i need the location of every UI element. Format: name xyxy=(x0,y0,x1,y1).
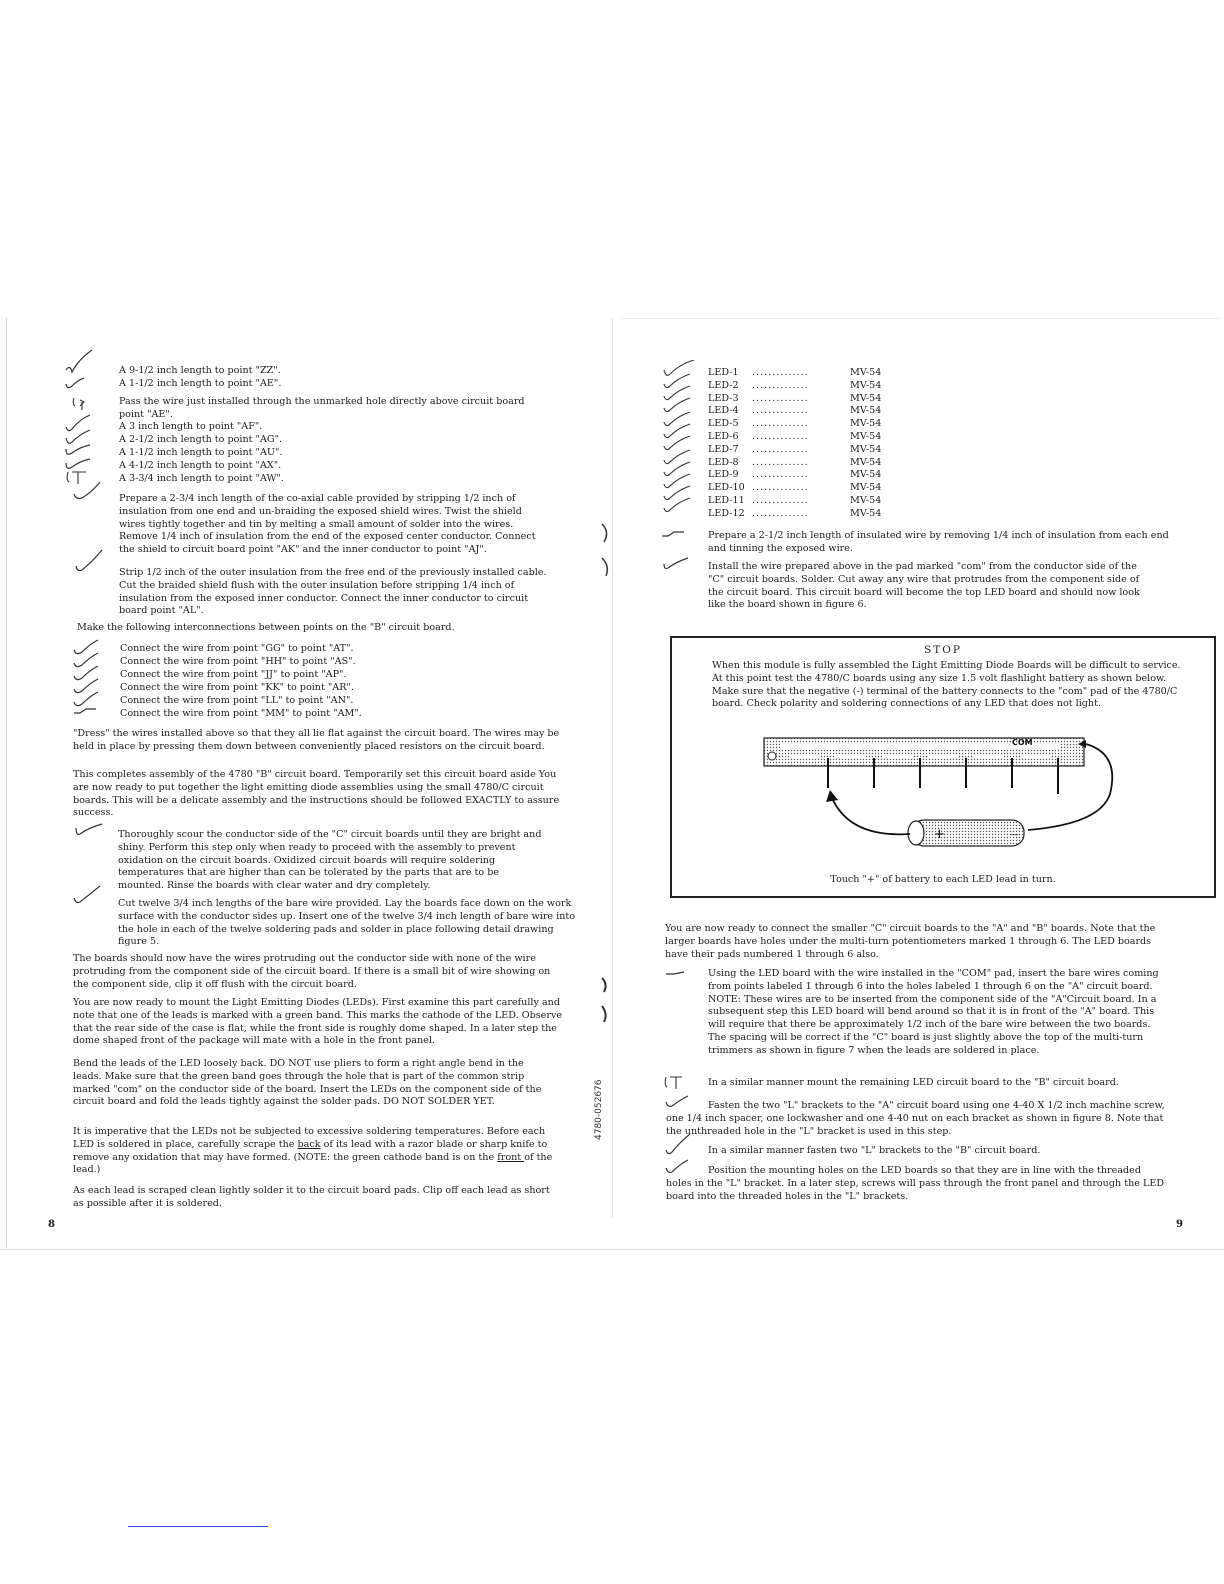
com-pad-label: COM xyxy=(1012,738,1033,747)
step-text: Cut twelve 3/4 inch lengths of the bare wire provided. Lay the boards face down on the work surface with the conductor sides up. Insert one of the twelve 3/4 inch length of bare wire into the hole in each of the twelve soldering pads and solder in place following detail drawing figure 5. xyxy=(118,898,576,948)
list-item: LED-3 .............. MV-54 xyxy=(708,392,882,404)
step-item xyxy=(119,460,559,473)
position-step xyxy=(666,1165,1166,1203)
step-text: In a similar manner fasten two "L" brackets to the "B" circuit board. xyxy=(708,1145,1041,1156)
step-text: Prepare a 2-1/2 inch length of insulated wire by removing 1/4 inch of insulation from each end and tinning the exposed wire. xyxy=(708,530,1169,554)
list-item: LED-12 .............. MV-54 xyxy=(708,507,882,519)
checkmark-icon xyxy=(660,526,690,552)
checkmark-icon xyxy=(72,884,102,910)
led-circuit-board xyxy=(764,738,1084,766)
step-text: A 9-1/2 inch length to point "ZZ". xyxy=(119,365,281,376)
checkmark-icon xyxy=(662,556,692,582)
step-text: A 4-1/2 inch length to point "AX". xyxy=(119,460,282,471)
underlined-word: back xyxy=(297,1138,321,1150)
document-code: 4780-052676 xyxy=(594,1079,604,1140)
list-item: LED-7 .............. MV-54 xyxy=(708,443,882,455)
checkmark-icon xyxy=(664,1134,694,1160)
checkmark-icon xyxy=(664,1094,694,1120)
step-text: Using the LED board with the wire installed in the "COM" pad, insert the bare wires coming from points labeled 1 through 6 into the holes labeled 1 through 6 on the "A" circuit board. NOTE: These wires are to be inserted from the component side of the "A"Circuit board. In a subsequent step this LED board will bend around so that it is in front of the "A" board. This will require that there be approximately 1/2 inch of the bare wire between the two boards. The spacing will be correct if the "C" board is just slightly above the top of the multi-turn trimmers as shown in figure 7 when the leads are soldered in place. xyxy=(708,968,1159,1056)
connection-text: Connect the wire from point "GG" to point "AT". xyxy=(120,643,354,654)
install-step xyxy=(708,561,1148,612)
step-text: Fasten the two "L" brackets to the "A" circuit board using one 4-40 X 1/2 inch machine screw, one 1/4 inch spacer, one lockwasher and one 4-40 nut on each bracket as shown in figure 8. Note that the unthreaded hole in the "L" bracket is used in this step. xyxy=(666,1100,1165,1137)
connection-text: Connect the wire from point "MM" to point "AM". xyxy=(120,708,362,719)
connection-item xyxy=(120,656,560,669)
blue-underline-mark xyxy=(128,1526,268,1527)
battery-icon xyxy=(912,820,1024,846)
dress-paragraph: "Dress" the wires installed above so that they all lie flat against the circuit board. The wires may be held in place by pressing them down between conveniently placed resistors on the circuit board. xyxy=(73,728,560,752)
list-item: LED-10 .............. MV-54 xyxy=(708,482,882,494)
list-item: LED-9 .............. MV-54 xyxy=(708,469,882,481)
stop-title: STOP xyxy=(924,644,962,656)
checkmark-icon xyxy=(72,480,102,506)
step-item xyxy=(119,421,559,434)
scour-step xyxy=(118,829,548,893)
connection-item xyxy=(120,695,560,708)
connection-text: Connect the wire from point "KK" to point "AR". xyxy=(120,682,354,693)
checkmark-icon xyxy=(74,550,104,576)
list-item: LED-4 .............. MV-54 xyxy=(708,405,882,417)
step-text: Install the wire prepared above in the pad marked "com" from the conductor side of the "C" circuit boards. Solder. Cut away any wire that protrudes from the component side of the circuit board. This circuit board will become the top LED board and should now look like the board shown in figure 6. xyxy=(708,561,1140,611)
bend-paragraph: Bend the leads of the LED loosely back. DO NOT use pliers to form a right angle bend in the leads. Make sure that the green band goes through the hole that is part of the common strip marked "com" on the conductor side of the board. Insert the LEDs on the component side of the circuit board and fold the leads tightly against the solder pads. DO NOT SOLDER YET. xyxy=(73,1058,542,1108)
step-item xyxy=(119,473,559,486)
boards-paragraph: The boards should now have the wires protruding out the conductor side with none of the wire protruding from the component side of the circuit board. If there is a small bit of wire showing on the component side, clip it off flush with the circuit board. xyxy=(73,953,551,990)
coax-step xyxy=(119,493,549,557)
checkmark-icon xyxy=(74,822,104,848)
list-item: LED-1 .............. MV-54 xyxy=(708,367,882,378)
led-parts-list xyxy=(708,367,968,527)
similar-mount-step xyxy=(708,1077,1168,1090)
stop-notice-box xyxy=(670,636,1216,898)
imperative-paragraph: It is imperative that the LEDs not be subjected to excessive soldering temperatures. Before each LED is soldered in place, carefully scrape the back of its lead with a razor blade or sharp knife to remove any oxidation that may have formed. (NOTE: the green cathode band is on the front of the lead.) xyxy=(73,1126,553,1176)
step-item xyxy=(119,365,559,378)
binding-mark-icon xyxy=(596,972,616,1032)
led-test-figure xyxy=(760,734,1120,864)
checkmark-icon xyxy=(664,966,694,992)
step-text: In a similar manner mount the remaining LED circuit board to the "B" circuit board. xyxy=(708,1077,1119,1088)
step-text: A 3-3/4 inch length to point "AW". xyxy=(119,473,284,484)
using-step xyxy=(708,968,1168,1058)
list-item: LED-2 .............. MV-54 xyxy=(708,379,882,391)
list-item: LED-8 .............. MV-54 xyxy=(708,456,882,468)
similar-fasten-step xyxy=(708,1145,1168,1158)
step-text: A 2-1/2 inch length to point "AG". xyxy=(119,434,283,445)
step-text: Pass the wire just installed through the unmarked hole directly above circuit board point "AE". xyxy=(119,396,525,420)
connect-paragraph: You are now ready to connect the smaller "C" circuit boards to the "A" and "B" boards. Note that the larger boards have holes under the multi-turn potentiometers marked 1 through 6. The LED boards have their pads numbered 1 through 6 also. xyxy=(665,923,1156,960)
checkmark-icon xyxy=(72,703,102,729)
step-item xyxy=(119,378,559,391)
connection-item xyxy=(120,708,560,721)
connection-text: Connect the wire from point "JJ" to point "AP". xyxy=(120,669,347,680)
list-item: LED-11 .............. MV-54 xyxy=(708,495,882,506)
step-text: Position the mounting holes on the LED boards so that they are in line with the threaded holes in the "L" bracket. In a later step, screws will pass through the front panel and through the LED board into the threaded holes in the "L" brackets. xyxy=(666,1165,1165,1202)
battery-minus-label: — xyxy=(1010,830,1019,840)
step-text: Thoroughly scour the conductor side of the "C" circuit boards until they are bright and shiny. Perform this step only when ready to proceed with the assembly to prevent oxidation on the circuit boards. Oxidized circuit boards will require soldering temperatures that are higher than can be tolerated by the parts that are to be mounted. Rinse the boards with clear water and dry completely. xyxy=(118,829,542,892)
fasten-step xyxy=(666,1100,1166,1138)
completes-paragraph: This completes assembly of the 4780 "B" circuit board. Temporarily set this circuit board aside You are now ready to put together the light emitting diode assemblies using the small 4780/C circuit boards. This will be a delicate assembly and the instructions should be followed EXACTLY to assure success. xyxy=(73,769,560,819)
step-text: A 3 inch length to point "AF". xyxy=(119,421,263,432)
battery-plus-label: + xyxy=(934,827,945,842)
page-number: 9 xyxy=(1176,1219,1183,1230)
connection-item xyxy=(120,682,560,695)
stop-caption: Touch "+" of battery to each LED lead in turn. xyxy=(830,874,1056,885)
scraped-paragraph: As each lead is scraped clean lightly solder it to the circuit board pads. Clip off each lead as short as possible after it is soldered. xyxy=(73,1185,550,1209)
stop-text: When this module is fully assembled the Light Emitting Diode Boards will be difficult to service. At this point test the 4780/C boards using any size 1.5 volt flashlight battery as shown below. Make sure that the negative (-) terminal of the battery connects to the "com" pad of the 4780/C board. Check polarity and soldering connections of any LED that does not light. xyxy=(712,660,1181,710)
binding-mark-icon xyxy=(598,520,618,580)
step-item xyxy=(119,396,549,422)
step-text: Strip 1/2 inch of the outer insulation from the free end of the previously installed cable. Cut the braided shield flush with the outer insulation before stripping 1/4 inch of insulation from the exposed inner conductor. Connect the inner conductor to circuit board point "AL". xyxy=(119,567,547,617)
underlined-word: front xyxy=(497,1151,525,1163)
step-item xyxy=(119,434,559,447)
connection-text: Connect the wire from point "HH" to point "AS". xyxy=(120,656,356,667)
list-item: LED-5 .............. MV-54 xyxy=(708,418,882,430)
cut-step xyxy=(118,898,578,949)
interconnect-intro: Make the following interconnections between points on the "B" circuit board. xyxy=(77,622,455,633)
page-spine xyxy=(612,318,613,1218)
list-item: LED-6 .............. MV-54 xyxy=(708,431,882,442)
connection-text: Connect the wire from point "LL" to point "AN". xyxy=(120,695,354,706)
connection-item xyxy=(120,643,560,656)
step-text: A 1-1/2 inch length to point "AU". xyxy=(119,447,283,458)
step-text: Prepare a 2-3/4 inch length of the co-axial cable provided by stripping 1/2 inch of insulation from one end and un-braiding the exposed shield wires. Twist the shield wires tightly together and tin by melting a small amount of solder into the wires. Remove 1/4 inch of insulation from the end of the exposed center conductor. Connect the shield to circuit board point "AK" and the inner conductor to point "AJ". xyxy=(119,493,536,556)
step-text: A 1-1/2 inch length to point "AE". xyxy=(119,378,282,389)
page-number: 8 xyxy=(48,1219,55,1230)
checkmark-icon xyxy=(660,360,700,520)
prepare-step xyxy=(708,530,1178,556)
connection-item xyxy=(120,669,560,682)
strip-step xyxy=(119,567,549,618)
step-item xyxy=(119,447,559,460)
mount-paragraph: You are now ready to mount the Light Emitting Diodes (LEDs). First examine this part carefully and note that one of the leads is marked with a green band. This marks the cathode of the LED. Observe that the rear side of the case is flat, while the front side is roughly dome shaped. In a later step the dome shaped front of the package will mate with a hole in the front panel. xyxy=(73,997,563,1047)
checkmark-icon xyxy=(664,1158,694,1184)
